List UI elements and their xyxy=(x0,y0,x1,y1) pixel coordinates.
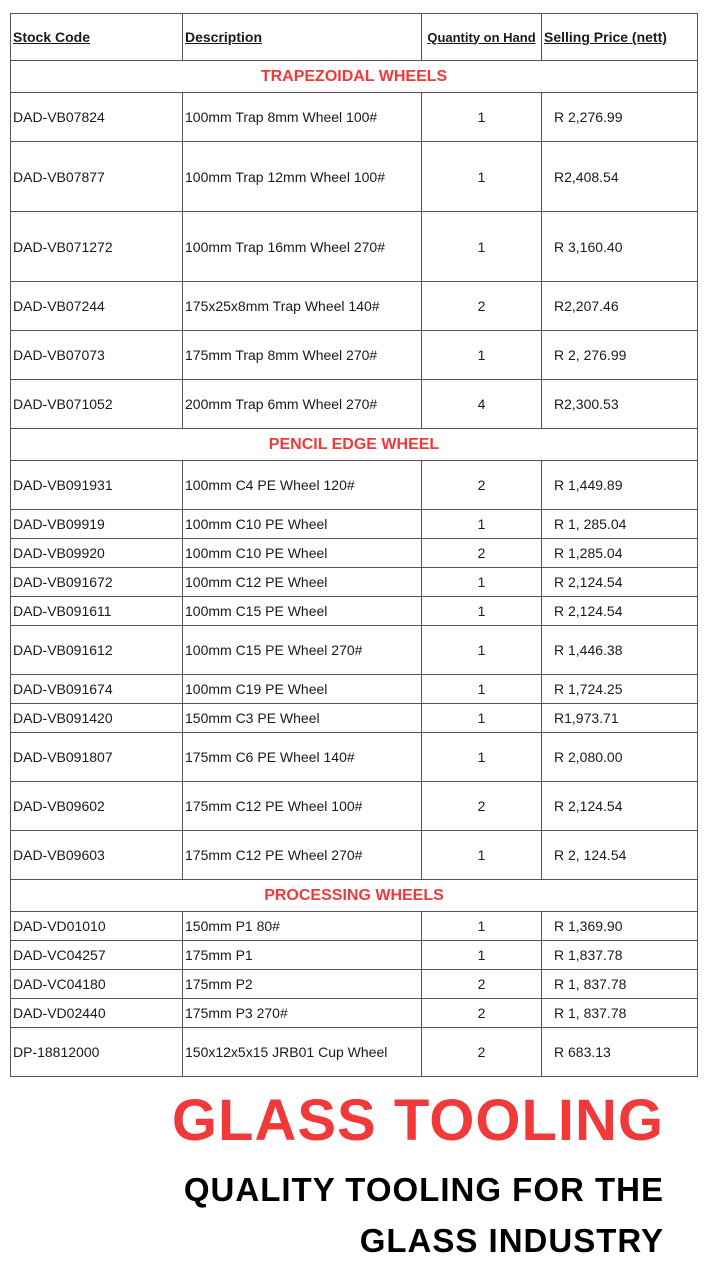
quantity-cell: 1 xyxy=(422,568,542,597)
table-row xyxy=(11,539,698,568)
price-cell: R 683.13 xyxy=(542,1028,698,1077)
description-cell: 100mm C15 PE Wheel xyxy=(183,597,422,626)
section-header-row xyxy=(11,429,698,461)
stock-code-cell: DAD-VC04257 xyxy=(11,941,183,970)
stock-code-cell: DAD-VB071052 xyxy=(11,380,183,429)
table-row xyxy=(11,733,698,782)
description-cell: 150x12x5x15 JRB01 Cup Wheel xyxy=(183,1028,422,1077)
quantity-cell: 2 xyxy=(422,461,542,510)
section-title: PROCESSING WHEELS xyxy=(11,880,698,912)
table-row xyxy=(11,970,698,999)
table-row xyxy=(11,93,698,142)
table-row xyxy=(11,704,698,733)
description-cell: 100mm Trap 8mm Wheel 100# xyxy=(183,93,422,142)
table-row xyxy=(11,782,698,831)
price-cell: R2,207.46 xyxy=(542,282,698,331)
description-cell: 200mm Trap 6mm Wheel 270# xyxy=(183,380,422,429)
stock-code-cell: DAD-VB091807 xyxy=(11,733,183,782)
stock-code-cell: DAD-VB07073 xyxy=(11,331,183,380)
price-cell: R1,973.71 xyxy=(542,704,698,733)
table-row xyxy=(11,282,698,331)
tagline-line-1: QUALITY TOOLING FOR THE xyxy=(183,1171,664,1208)
tagline-line-2: GLASS INDUSTRY xyxy=(359,1222,664,1259)
header-quantity: Quantity on Hand xyxy=(422,14,542,61)
description-cell: 100mm C4 PE Wheel 120# xyxy=(183,461,422,510)
quantity-cell: 2 xyxy=(422,539,542,568)
table-row xyxy=(11,999,698,1028)
stock-code-cell: DAD-VB09919 xyxy=(11,510,183,539)
table-row xyxy=(11,1028,698,1077)
stock-code-cell: DAD-VB09602 xyxy=(11,782,183,831)
price-cell: R2,300.53 xyxy=(542,380,698,429)
quantity-cell: 1 xyxy=(422,675,542,704)
quantity-cell: 1 xyxy=(422,597,542,626)
price-cell: R 3,160.40 xyxy=(542,212,698,282)
table-row xyxy=(11,831,698,880)
stock-code-cell: DAD-VB091611 xyxy=(11,597,183,626)
stock-table xyxy=(10,13,698,1077)
stock-code-cell: DAD-VD02440 xyxy=(11,999,183,1028)
quantity-cell: 1 xyxy=(422,912,542,941)
price-cell: R 2, 276.99 xyxy=(542,331,698,380)
quantity-cell: 1 xyxy=(422,93,542,142)
table-row xyxy=(11,597,698,626)
section-title: TRAPEZOIDAL WHEELS xyxy=(11,61,698,93)
description-cell: 175mm P2 xyxy=(183,970,422,999)
price-cell: R 2,124.54 xyxy=(542,782,698,831)
stock-code-cell: DAD-VB09920 xyxy=(11,539,183,568)
quantity-cell: 1 xyxy=(422,941,542,970)
price-cell: R 1,446.38 xyxy=(542,626,698,675)
description-cell: 100mm C10 PE Wheel xyxy=(183,510,422,539)
table-row xyxy=(11,675,698,704)
description-cell: 175mm Trap 8mm Wheel 270# xyxy=(183,331,422,380)
table-row xyxy=(11,941,698,970)
price-cell: R 2,080.00 xyxy=(542,733,698,782)
stock-code-cell: DAD-VB07244 xyxy=(11,282,183,331)
price-cell: R2,408.54 xyxy=(542,142,698,212)
table-row xyxy=(11,568,698,597)
table-row xyxy=(11,626,698,675)
description-cell: 175x25x8mm Trap Wheel 140# xyxy=(183,282,422,331)
quantity-cell: 1 xyxy=(422,510,542,539)
quantity-cell: 1 xyxy=(422,626,542,675)
section-header-row xyxy=(11,880,698,912)
stock-code-cell: DAD-VB091420 xyxy=(11,704,183,733)
description-cell: 175mm C6 PE Wheel 140# xyxy=(183,733,422,782)
header-stock-code: Stock Code xyxy=(11,14,183,61)
stock-code-cell: DAD-VB07824 xyxy=(11,93,183,142)
price-cell: R 1, 837.78 xyxy=(542,999,698,1028)
header-description: Description xyxy=(183,14,422,61)
price-cell: R 2, 124.54 xyxy=(542,831,698,880)
table-row xyxy=(11,142,698,212)
quantity-cell: 2 xyxy=(422,1028,542,1077)
price-cell: R 2,276.99 xyxy=(542,93,698,142)
quantity-cell: 1 xyxy=(422,142,542,212)
table-row xyxy=(11,510,698,539)
quantity-cell: 1 xyxy=(422,704,542,733)
table-row xyxy=(11,912,698,941)
description-cell: 100mm C19 PE Wheel xyxy=(183,675,422,704)
stock-code-cell: DP-18812000 xyxy=(11,1028,183,1077)
description-cell: 100mm C10 PE Wheel xyxy=(183,539,422,568)
brand-title: GLASS TOOLING xyxy=(171,1088,664,1153)
description-cell: 100mm Trap 12mm Wheel 100# xyxy=(183,142,422,212)
quantity-cell: 2 xyxy=(422,782,542,831)
price-cell: R 2,124.54 xyxy=(542,568,698,597)
price-cell: R 1,837.78 xyxy=(542,941,698,970)
table-row xyxy=(11,461,698,510)
price-cell: R 1,449.89 xyxy=(542,461,698,510)
stock-code-cell: DAD-VB091931 xyxy=(11,461,183,510)
table-body xyxy=(11,61,698,1077)
quantity-cell: 2 xyxy=(422,970,542,999)
table-header-row xyxy=(11,14,698,61)
table-row xyxy=(11,212,698,282)
description-cell: 100mm Trap 16mm Wheel 270# xyxy=(183,212,422,282)
stock-code-cell: DAD-VB071272 xyxy=(11,212,183,282)
quantity-cell: 1 xyxy=(422,733,542,782)
quantity-cell: 2 xyxy=(422,999,542,1028)
description-cell: 175mm P3 270# xyxy=(183,999,422,1028)
quantity-cell: 1 xyxy=(422,331,542,380)
quantity-cell: 1 xyxy=(422,212,542,282)
stock-code-cell: DAD-VB091672 xyxy=(11,568,183,597)
quantity-cell: 4 xyxy=(422,380,542,429)
section-header-row xyxy=(11,61,698,93)
description-cell: 150mm C3 PE Wheel xyxy=(183,704,422,733)
stock-code-cell: DAD-VC04180 xyxy=(11,970,183,999)
description-cell: 175mm C12 PE Wheel 100# xyxy=(183,782,422,831)
price-cell: R 1, 285.04 xyxy=(542,510,698,539)
header-price: Selling Price (nett) xyxy=(542,14,698,61)
table-row xyxy=(11,380,698,429)
section-title: PENCIL EDGE WHEEL xyxy=(11,429,698,461)
price-cell: R 1,285.04 xyxy=(542,539,698,568)
stock-code-cell: DAD-VB091674 xyxy=(11,675,183,704)
stock-code-cell: DAD-VD01010 xyxy=(11,912,183,941)
price-cell: R 2,124.54 xyxy=(542,597,698,626)
stock-code-cell: DAD-VB091612 xyxy=(11,626,183,675)
description-cell: 100mm C15 PE Wheel 270# xyxy=(183,626,422,675)
table-row xyxy=(11,331,698,380)
description-cell: 150mm P1 80# xyxy=(183,912,422,941)
stock-code-cell: DAD-VB09603 xyxy=(11,831,183,880)
price-cell: R 1, 837.78 xyxy=(542,970,698,999)
quantity-cell: 1 xyxy=(422,831,542,880)
price-cell: R 1,369.90 xyxy=(542,912,698,941)
price-cell: R 1,724.25 xyxy=(542,675,698,704)
description-cell: 175mm P1 xyxy=(183,941,422,970)
quantity-cell: 2 xyxy=(422,282,542,331)
stock-code-cell: DAD-VB07877 xyxy=(11,142,183,212)
description-cell: 100mm C12 PE Wheel xyxy=(183,568,422,597)
description-cell: 175mm C12 PE Wheel 270# xyxy=(183,831,422,880)
